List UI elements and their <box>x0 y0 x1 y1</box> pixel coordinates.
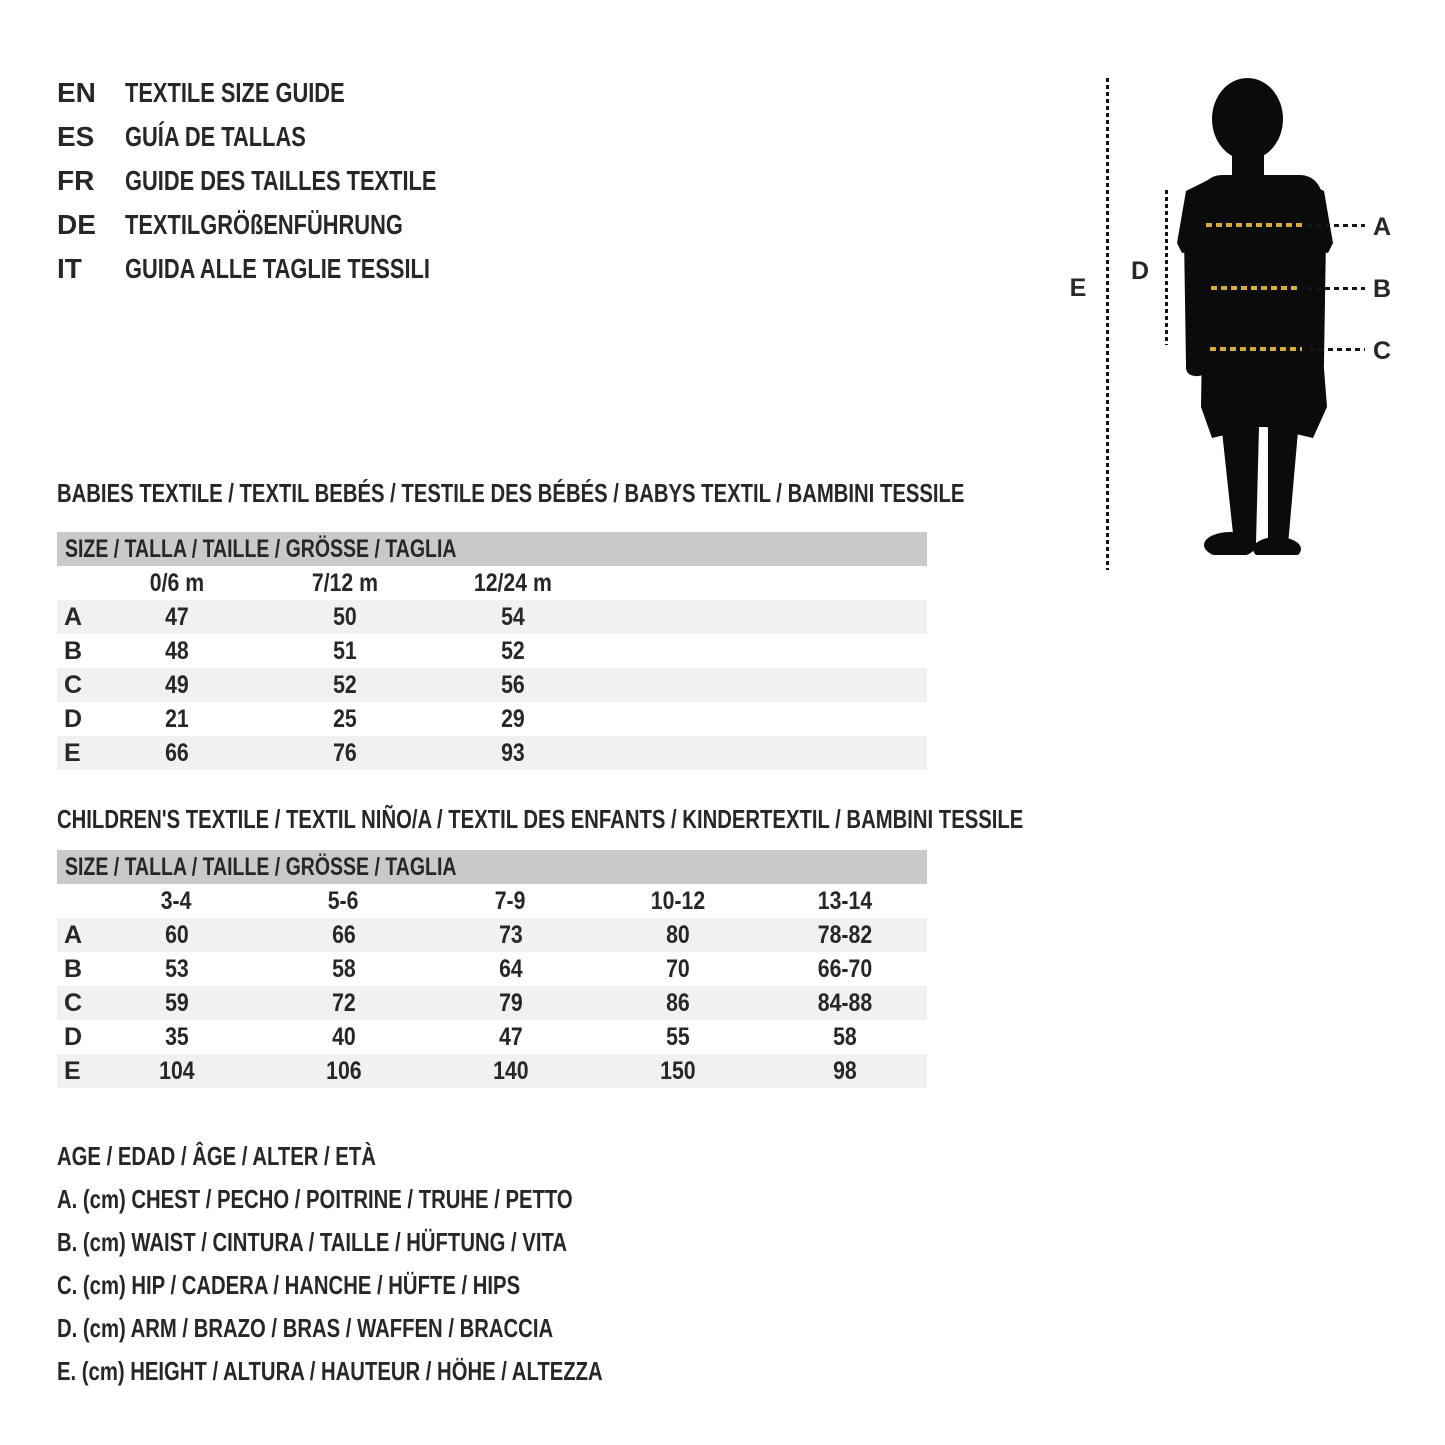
cell-value: 58 <box>331 955 356 983</box>
silhouette-right-foot <box>1253 537 1301 555</box>
cell-value: 66 <box>165 739 189 767</box>
cell-value: 21 <box>165 705 189 733</box>
measure-line-a-chest-leader <box>1307 224 1365 227</box>
cell-value: 58 <box>832 1023 857 1051</box>
legend-a-chest: A. (cm) CHEST / PECHO / POITRINE / TRUHE / PETTO <box>57 1184 573 1214</box>
col-header: 7-9 <box>495 887 526 915</box>
table-row <box>57 600 927 634</box>
cell-value: 35 <box>164 1023 189 1051</box>
cell-value: 52 <box>333 671 357 699</box>
table-row <box>57 918 927 952</box>
col-header: 13-14 <box>817 887 872 915</box>
cell-value: 140 <box>492 1057 529 1085</box>
babies-section-title-text: BABIES TEXTILE / TEXTIL BEBÉS / TESTILE DES BÉBÉS / BABYS TEXTIL / BAMBINI TESSILE <box>57 478 965 508</box>
measure-line-a-chest-yellow <box>1206 223 1305 227</box>
table-row <box>57 668 927 702</box>
children-section-title <box>57 805 1296 833</box>
cell-value: 86 <box>665 989 690 1017</box>
cell-value: 72 <box>331 989 356 1017</box>
cell-value: 78-82 <box>817 921 872 949</box>
babies-size-header-bar <box>57 532 927 566</box>
cell-value: 73 <box>498 921 523 949</box>
cell-value: 29 <box>501 705 525 733</box>
measurement-legend <box>57 1135 757 1393</box>
row-label: E <box>64 1057 81 1085</box>
cell-value: 48 <box>165 637 189 665</box>
corner-cell <box>57 566 93 600</box>
legend-d-arm: D. (cm) ARM / BRAZO / BRAS / WAFFEN / BRACCIA <box>57 1313 554 1343</box>
measure-line-c-hip-yellow <box>1210 347 1302 351</box>
children-section-title-text: CHILDREN'S TEXTILE / TEXTIL NIÑO/A / TEXTIL DES ENFANTS / KINDERTEXTIL / BAMBINI TESSILE <box>57 804 1024 834</box>
measure-label-a: A <box>1372 213 1392 241</box>
col-header: 0/6 m <box>149 569 205 597</box>
language-title: GUIDA ALLE TAGLIE TESSILI <box>125 253 430 284</box>
language-code: IT <box>57 253 82 284</box>
language-title: TEXTILGRÖßENFÜHRUNG <box>125 209 403 240</box>
row-label: B <box>64 637 83 665</box>
legend-c-hip: C. (cm) HIP / CADERA / HANCHE / HÜFTE / HIPS <box>57 1270 521 1300</box>
measure-line-b-waist-leader <box>1307 287 1365 290</box>
cell-value: 79 <box>498 989 523 1017</box>
cell-value: 60 <box>164 921 189 949</box>
language-code: DE <box>57 209 96 240</box>
cell-value: 49 <box>165 671 189 699</box>
babies-section-title <box>57 479 1220 507</box>
language-code: EN <box>57 77 96 108</box>
cell-value: 106 <box>325 1057 362 1085</box>
babies-size-table <box>57 532 927 770</box>
cell-value: 70 <box>665 955 690 983</box>
language-row-es <box>57 115 524 159</box>
table-row <box>57 634 927 668</box>
table-row <box>57 702 927 736</box>
silhouette-neck <box>1232 143 1264 177</box>
cell-value: 93 <box>501 739 525 767</box>
cell-value: 80 <box>665 921 690 949</box>
cell-value: 84-88 <box>817 989 872 1017</box>
babies-size-header-text: SIZE / TALLA / TAILLE / GRÖSSE / TAGLIA <box>65 535 457 563</box>
row-label: B <box>64 955 83 983</box>
measure-label-e: E <box>1069 274 1087 302</box>
corner-cell <box>57 884 93 918</box>
cell-value: 40 <box>331 1023 356 1051</box>
cell-value: 56 <box>501 671 525 699</box>
language-title: TEXTILE SIZE GUIDE <box>125 77 345 108</box>
table-row <box>57 1020 927 1054</box>
silhouette-right-leg <box>1268 427 1298 545</box>
cell-value: 66 <box>331 921 356 949</box>
babies-column-header-row <box>57 566 927 600</box>
col-header: 7/12 m <box>311 569 379 597</box>
cell-value: 50 <box>333 603 357 631</box>
col-header: 10-12 <box>650 887 705 915</box>
cell-value: 55 <box>665 1023 690 1051</box>
language-code: FR <box>57 165 95 196</box>
language-code: ES <box>57 121 95 152</box>
cell-value: 76 <box>333 739 357 767</box>
row-label: E <box>64 739 81 767</box>
measure-line-c-hip-leader <box>1310 348 1365 351</box>
cell-value: 51 <box>333 637 357 665</box>
language-row-fr <box>57 159 524 203</box>
language-row-it <box>57 247 524 291</box>
row-label: A <box>64 603 83 631</box>
cell-value: 52 <box>501 637 525 665</box>
children-column-header-row <box>57 884 927 918</box>
measurement-figure <box>1060 70 1440 590</box>
cell-value: 53 <box>164 955 189 983</box>
row-label: D <box>64 1023 83 1051</box>
legend-e-height: E. (cm) HEIGHT / ALTURA / HAUTEUR / HÖHE / ALTEZZA <box>57 1356 603 1386</box>
row-label: A <box>64 921 83 949</box>
cell-value: 66-70 <box>817 955 872 983</box>
cell-value: 59 <box>164 989 189 1017</box>
children-size-header-bar <box>57 850 927 884</box>
cell-value: 47 <box>498 1023 523 1051</box>
row-label: C <box>64 671 83 699</box>
table-row <box>57 986 927 1020</box>
col-header: 12/24 m <box>474 569 552 597</box>
measure-label-b: B <box>1372 275 1392 303</box>
table-row <box>57 1054 927 1088</box>
cell-value: 25 <box>333 705 357 733</box>
cell-value: 150 <box>659 1057 696 1085</box>
measure-label-c: C <box>1372 337 1392 365</box>
table-row <box>57 736 927 770</box>
silhouette-shorts <box>1201 343 1327 438</box>
col-header: 5-6 <box>328 887 359 915</box>
silhouette-left-leg <box>1222 427 1259 543</box>
children-size-table <box>57 850 927 1088</box>
row-label: C <box>64 989 83 1017</box>
cell-value: 98 <box>832 1057 857 1085</box>
cell-value: 54 <box>501 603 525 631</box>
cell-value: 104 <box>158 1057 195 1085</box>
legend-b-waist: B. (cm) WAIST / CINTURA / TAILLE / HÜFTUNG / VITA <box>57 1227 567 1257</box>
language-title-block <box>57 71 524 291</box>
measure-line-d-arm <box>1165 190 1168 345</box>
measure-label-d: D <box>1130 257 1150 285</box>
table-row <box>57 952 927 986</box>
language-row-en <box>57 71 524 115</box>
cell-value: 47 <box>165 603 189 631</box>
legend-age: AGE / EDAD / ÂGE / ALTER / ETÀ <box>57 1141 376 1171</box>
language-title: GUÍA DE TALLAS <box>125 121 306 152</box>
language-row-de <box>57 203 524 247</box>
measure-line-b-waist-yellow <box>1211 286 1298 290</box>
col-header: 3-4 <box>161 887 192 915</box>
cell-value: 64 <box>498 955 523 983</box>
children-size-header-text: SIZE / TALLA / TAILLE / GRÖSSE / TAGLIA <box>65 853 457 881</box>
row-label: D <box>64 705 83 733</box>
language-title: GUIDE DES TAILLES TEXTILE <box>125 165 437 196</box>
